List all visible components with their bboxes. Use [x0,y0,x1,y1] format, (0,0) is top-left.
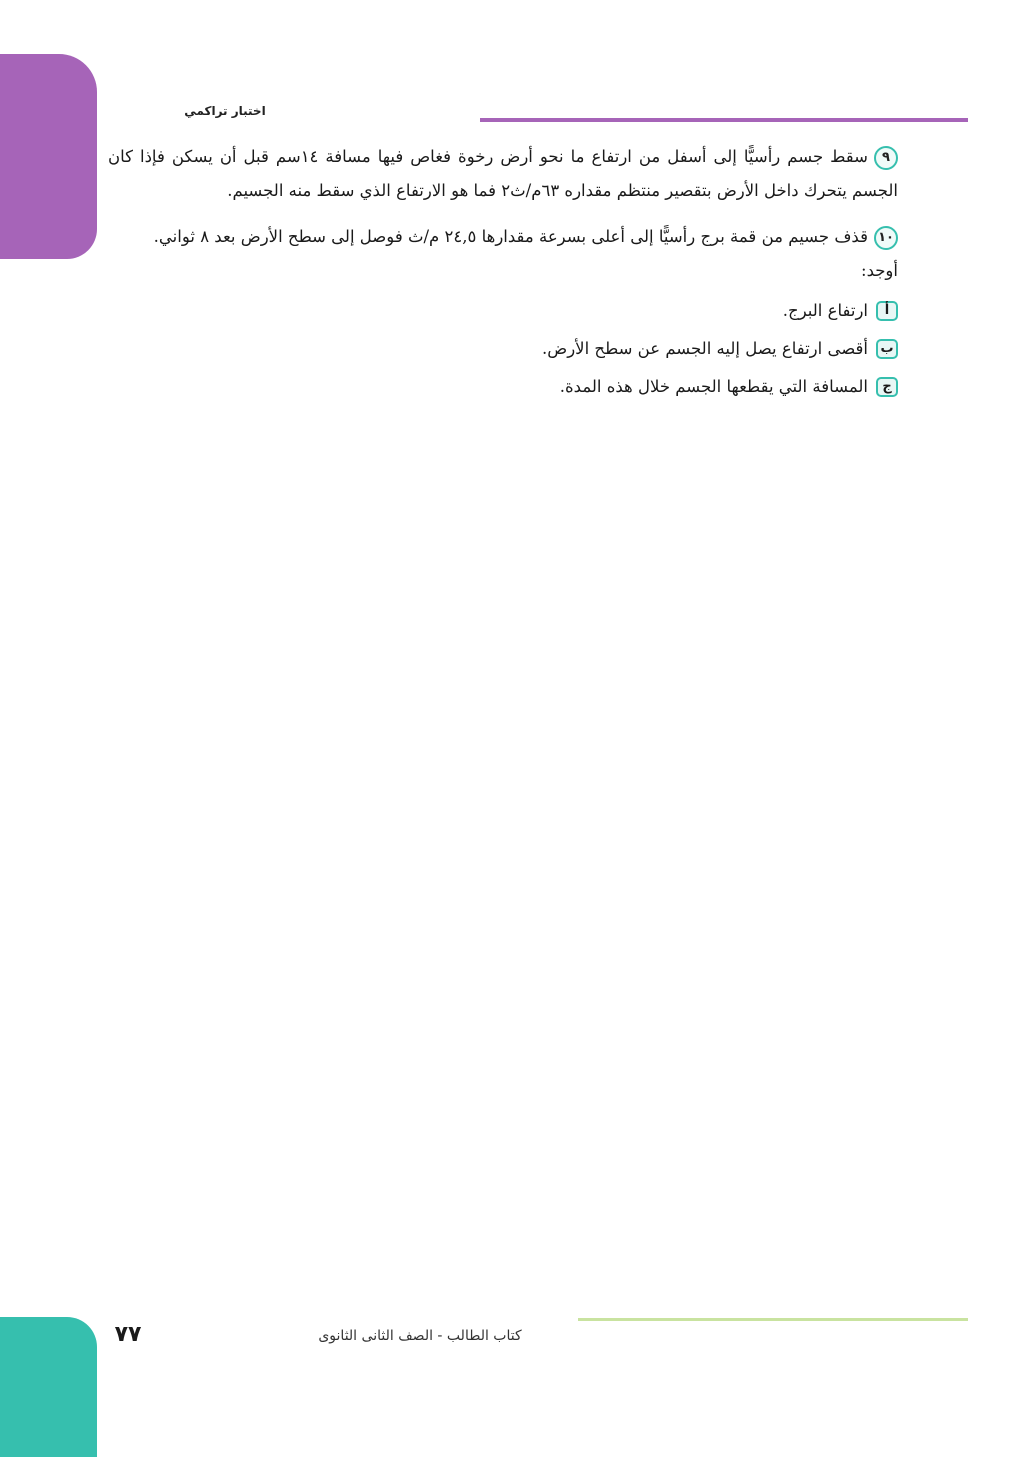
question-number-badge: ٩ [874,146,898,170]
sub-question-text: المسافة التي يقطعها الجسم خلال هذه المدة. [559,377,868,396]
chapter-tab-bottom [0,1317,97,1457]
sub-question-b [108,334,898,364]
find-label: أوجد: [861,261,898,280]
footer-rule [578,1318,968,1321]
header-rule [480,118,968,122]
sub-question-c [108,372,898,402]
sub-question-letter: أ [876,301,898,321]
question-10 [108,220,898,402]
sub-question-text: ارتفاع البرج. [782,301,868,320]
sub-question-text: أقصى ارتفاع يصل إليه الجسم عن سطح الأرض. [542,339,868,358]
sub-question-letter: ج [876,377,898,397]
sub-question-letter: ب [876,339,898,359]
questions-block [108,140,898,414]
question-text: سقط جسم رأسيًّا إلى أسفل من ارتفاع ما نحو أرض رخوة فغاص فيها مسافة ١٤سم قبل أن يسكن فإذا كان الجسم يتحرك داخل الأرض بتقصير منتظم مقداره ٦٣م/ث٢ فما هو الارتفاع الذي سقط منه الجسيم. [108,147,898,200]
question-text: قذف جسيم من قمة برج رأسيًّا إلى أعلى بسرعة مقدارها ٢٤,٥ م/ث فوصل إلى سطح الأرض بعد ٨ ثواني. [153,227,868,246]
sub-question-a [108,296,898,326]
question-9 [108,140,898,208]
footer-book-title: كتاب الطالب - الصف الثانى الثانوى [318,1328,522,1344]
page-number: ٧٧ [114,1322,142,1347]
question-number-badge: ١٠ [874,226,898,250]
section-title: اختبار تراكمي [184,104,266,118]
chapter-tab-top [0,54,97,259]
